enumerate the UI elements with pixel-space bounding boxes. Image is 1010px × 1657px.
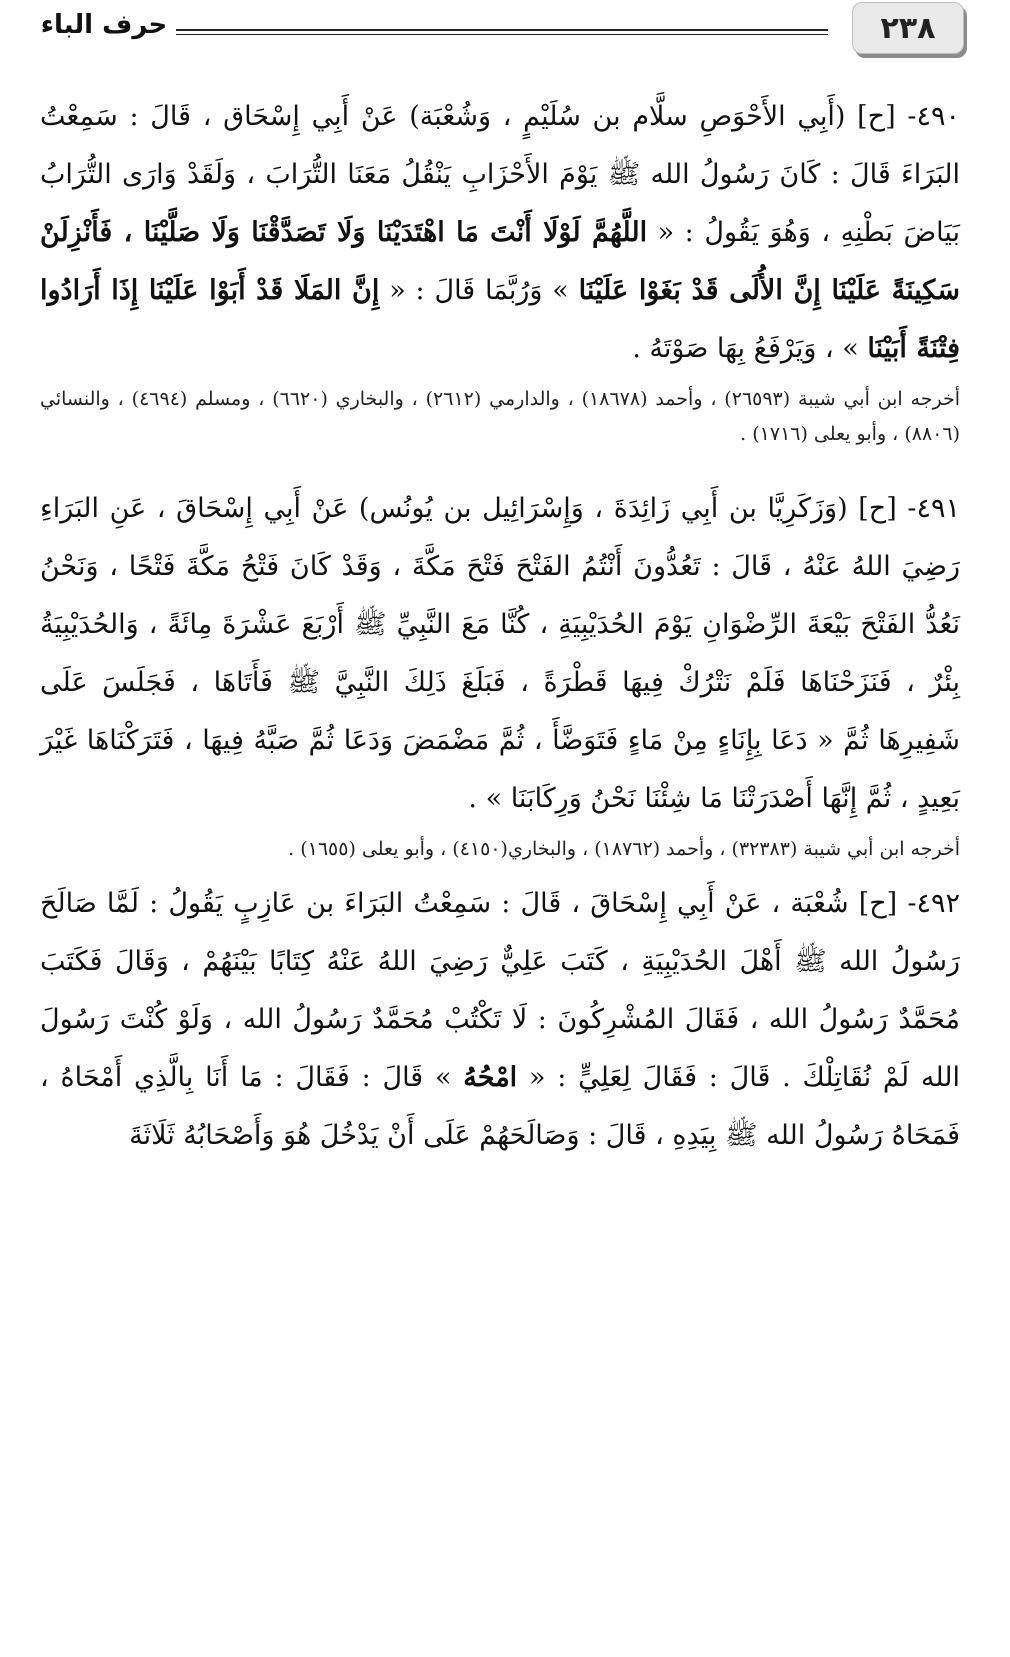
- hadith-text: [ح] شُعْبَة ، عَنْ أَبِي إِسْحَاقَ ، قَالَ : سَمِعْتُ البَرَاءَ بن عَازِبٍ يَقُولُ : لَمَّا صَالَحَ رَسُولُ الله ﷺ أَهْلَ الحُدَيْبِيَةِ ، كَتَبَ عَلِيٌّ رَضِيَ اللهُ عَنْهُ كِتَابًا بَيْنَهُمْ ، وَقَالَ فَكَتَبَ مُحَمَّدٌ رَسُولُ الله ، فَقَالَ المُشْرِكُونَ : لَا تَكْتُبْ مُحَمَّدٌ رَسُولُ الله ، وَلَوْ كُنْتَ رَسُولَ الله لَمْ نُقَاتِلْكَ . قَالَ : فَقَالَ لِعَلِيٍّ : «: [40, 888, 960, 1093]
- hadith-490: [40, 88, 960, 378]
- hadith-number: ٤٩٠-: [907, 101, 960, 132]
- chapter-title: حرف الباء: [40, 10, 168, 40]
- hadith-491: [40, 480, 960, 828]
- hadith-text: » قَالَ : فَقَالَ : مَا أَنَا بِالَّذِي أَمْحَاهُ ، فَمَحَاهُ رَسُولُ الله ﷺ بِيَدِهِ ، قَالَ : وَصَالَحَهُمْ عَلَى أَنْ يَدْخُلَ هُوَ وَأَصْحَابُهُ ثَلَاثَةَ: [40, 1062, 960, 1151]
- takhrij-note: أخرجه ابن أبي شيبة (٢٦٥٩٣) ، وأحمد (١٨٦٧٨) ، والدارمي (٢٦١٢) ، والبخاري (٦٦٢٠) ، ومسلم (٤٦٩٤) ، والنسائي (٨٨٠٦) ، وأبو يعلى (١٧١٦) .: [40, 388, 960, 445]
- hadith-bold-word: امْحُهُ: [463, 1062, 518, 1093]
- spacer: [40, 867, 960, 875]
- hadith-text: » وَرُبَّمَا قَالَ : «: [389, 275, 569, 306]
- page-body: [40, 88, 960, 1165]
- hadith-isnad: [ح] (أَبِي الأَحْوَصِ سلَّام بن سُلَيْمٍ ، وَشُعْبَة) عَنْ أَبِي إِسْحَاق ، قَالَ : سَمِعْتُ البَرَاءَ قَالَ : كَانَ رَسُولُ الله ﷺ يَوْمَ الأَحْزَابِ يَنْقُلُ مَعَنَا التُّرَابَ ، وَلَقَدْ وَارَى التُّرَابُ بَيَاضَ بَطْنِهِ ، وَهُوَ يَقُولُ : «: [40, 101, 960, 248]
- hadith-text: » ، وَيَرْفَعُ بِهَا صَوْتَهُ .: [632, 333, 859, 364]
- page-header: [0, 0, 1010, 70]
- hadith-number: ٤٩١-: [907, 493, 960, 524]
- page-number: ٢٣٨: [852, 2, 964, 54]
- hadith-492: [40, 875, 960, 1165]
- hadith-verse: إِنَّ المَلَا قَدْ أَبَوْا عَلَيْنَا إِذَا أَرَادُوا فِتْنَةً أَبَيْنَا: [40, 275, 960, 364]
- takhrij-note: أخرجه ابن أبي شيبة (٣٢٣٨٣) ، وأحمد (١٨٧٦٢) ، والبخاري(٤١٥٠) ، وأبو يعلى (١٦٥٥) .: [288, 838, 960, 860]
- spacer: [40, 452, 960, 480]
- header-rule: [176, 29, 828, 31]
- hadith-verse: اللَّهُمَّ لَوْلَا أَنْتَ مَا اهْتَدَيْنَا وَلَا تَصَدَّقْنَا وَلَا صَلَّيْنَا ، فَأَنْزِلَنْ سَكِينَةً عَلَيْنَا إِنَّ الأُلَى قَدْ بَغَوْا عَلَيْنَا: [40, 217, 960, 306]
- hadith-number: ٤٩٢-: [907, 888, 960, 919]
- hadith-text: [ح] (وَزَكَرِيَّا بن أَبِي زَائِدَةَ ، وَإِسْرَائِيل بن يُونُس) عَنْ أَبِي إِسْحَاقَ ، عَنِ البَرَاءِ رَضِيَ اللهُ عَنْهُ ، قَالَ : تَعُدُّونَ أَنْتُمُ الفَتْحَ فَتْحَ مَكَّةَ ، وَقَدْ كَانَ فَتْحُ مَكَّةَ فَتْحًا ، وَنَحْنُ نَعُدُّ الفَتْحَ بَيْعَةَ الرِّضْوَانِ يَوْمَ الحُدَيْبِيَةِ ، كُنَّا مَعَ النَّبِيِّ ﷺ أَرْبَعَ عَشْرَةَ مِائَةً ، وَالحُدَيْبِيَةُ بِئْرٌ ، فَنَزَحْنَاهَا فَلَمْ نَتْرُكْ فِيهَا قَطْرَةً ، فَبَلَغَ ذَلِكَ النَّبِيَّ ﷺ فَأَتَاهَا ، فَجَلَسَ عَلَى شَفِيرِهَا ثُمَّ « دَعَا بِإِنَاءٍ مِنْ مَاءٍ فَتَوَضَّأَ ، ثُمَّ مَضْمَضَ وَدَعَا ثُمَّ صَبَّهُ فِيهَا ، فَتَرَكْنَاهَا غَيْرَ بَعِيدٍ ، ثُمَّ إِنَّهَا أَصْدَرَتْنَا مَا شِئْنَا نَحْنُ وَرِكَابَنَا » .: [40, 493, 960, 814]
- header-rule-thin: [176, 34, 828, 35]
